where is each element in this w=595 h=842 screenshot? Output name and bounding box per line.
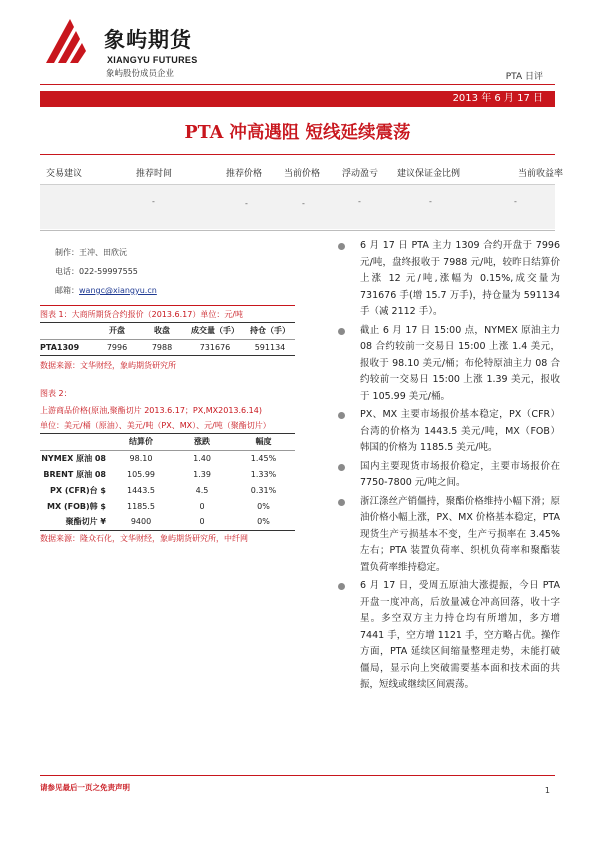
table1-header-blank [40, 323, 95, 339]
table-row [40, 498, 295, 514]
table1-header-oi: 持仓（手） [250, 326, 290, 336]
report-type: PTA 日评 [505, 72, 543, 82]
upstream-price-table [40, 434, 295, 531]
logo-mark-icon [40, 15, 92, 67]
table2-settle: 1443.5 [127, 485, 155, 495]
table2-caption-label: 图表 2： [40, 389, 72, 398]
email-link[interactable]: wangc@xiangyu.cn [79, 286, 157, 295]
rec-value-time: - [152, 197, 155, 206]
rec-value-current: - [302, 199, 305, 208]
table-row [40, 450, 295, 466]
rec-header-time: 推荐时间 [136, 169, 173, 179]
table1-oi: 591134 [254, 342, 286, 352]
brand-name-en: XIANGYU FUTURES [107, 55, 198, 65]
table2-header-row [40, 434, 295, 450]
table2-settle: 98.10 [129, 453, 153, 463]
table1-close: 7988 [151, 342, 173, 352]
brand-subtitle: 象屿股份成员企业 [106, 69, 175, 79]
email-label: 邮箱： [55, 286, 79, 295]
rec-header-price: 推荐价格 [226, 169, 263, 179]
rec-value-margin: - [429, 197, 432, 206]
table2-change: 4.5 [195, 485, 209, 495]
rec-table-header [40, 166, 564, 180]
email-line [55, 281, 275, 300]
table1-header-close: 收盘 [154, 326, 170, 336]
header-rule [40, 84, 555, 85]
table2-caption-line2: 单位：美元/桶（原油）、美元/吨（PX、MX）、元/吨（聚酯切片） [40, 421, 271, 430]
page-number: 1 [544, 786, 550, 795]
table2-change: 0 [199, 501, 205, 511]
rec-header-pnl: 浮动盈亏 [342, 169, 379, 179]
rec-header-yield: 当前收益率 [518, 169, 564, 179]
list-item: 浙江涤丝产销僵持，聚酯价格维持小幅下滑；原油价格小幅上涨，PX、MX 价格基本稳定，PTA 现货生产亏损基本不变，生产亏损率在 3.45%左右；PTA 装置负荷率、织机负荷率和聚酯装置负荷率维持稳定。 [360, 494, 560, 577]
date-bar: 2013 年 6 月 17 日 [40, 91, 555, 107]
report-title: PTA 冲高遇阻 短线延续震荡 [184, 123, 411, 143]
table1-source: 数据来源：文华财经，象屿期货研究所 [40, 361, 176, 370]
table-row [40, 482, 295, 498]
table2-header-settle: 结算价 [129, 437, 153, 447]
table2-pct: 0% [257, 517, 270, 527]
table2-header-blank [40, 434, 110, 450]
table2-caption-line1: 上游商品价格(原油,聚酯切片 2013.6.17；PX,MX2013.6.14) [40, 406, 262, 415]
rec-header-margin: 建议保证金比例 [397, 169, 461, 179]
list-item: 国内主要现货市场报价稳定，主要市场报价在 7750-7800 元/吨之间。 [360, 459, 560, 492]
rec-table-top-rule [40, 154, 555, 155]
rec-value-yield: - [514, 197, 517, 206]
table1-caption: 图表 1：大商所期货合约报价（2013.6.17）单位：元/吨 [40, 310, 244, 319]
rec-table-body [40, 184, 555, 229]
table1-volume: 731676 [199, 342, 231, 352]
table2-name: BRENT 原油 08 [43, 469, 106, 479]
commentary-list [360, 238, 560, 696]
recommendation-table [40, 154, 564, 231]
table2-pct: 0.31% [250, 485, 277, 495]
rec-value-pnl: - [358, 197, 361, 206]
table2-pct: 1.33% [250, 469, 277, 479]
table1-contract: PTA1309 [40, 342, 80, 352]
table2-change: 1.40 [193, 453, 211, 463]
table2-settle: 105.99 [127, 469, 155, 479]
table2-pct: 1.45% [250, 453, 277, 463]
table2-header-change: 涨跌 [194, 437, 210, 447]
disclaimer-note[interactable]: 请参见最后一页之免责声明 [40, 783, 130, 792]
list-item: 6 月 17 日，受周五原油大涨提振，今日 PTA 开盘一度冲高，后放量减仓冲高回落，收十字星。多空双方主力持仓均有所增加，多方增 7441 手，空方增 1121 手，空方略占优。操作方面，PTA 延续区间缩量整理走势，未能打破僵局，显示向上突破需要基本面和技术面的共振，短线或继续区间震荡。 [360, 578, 560, 694]
contact-info [55, 243, 275, 300]
list-item: 截止 6 月 17 日 15:00 点，NYMEX 原油主力 08 合约较前一交易日 15:00 上涨 1.4 美元，报收于 98.10 美元/桶；布伦特原油主力 08 合约较前一交易日 15:00 上涨 1.39 美元，报收于 105.99 美元/桶。 [360, 323, 560, 406]
left-column-divider [40, 305, 295, 306]
table-row [40, 466, 295, 482]
table2-settle: 1185.5 [127, 501, 155, 511]
table2-name: MX (FOB)韩 $ [47, 501, 106, 511]
rec-table-bottom-rule [40, 230, 555, 231]
table2-pct: 0% [257, 501, 270, 511]
rec-value-price: - [245, 199, 248, 208]
list-item: PX、MX 主要市场报价基本稳定，PX（CFR）台湾的价格为 1443.5 美元/吨，MX（FOB）韩国的价格为 1185.5 美元/吨。 [360, 407, 560, 457]
table1-header-row [40, 323, 295, 339]
rec-header-current: 当前价格 [284, 169, 321, 179]
phone-line: 电话：022-59997555 [55, 267, 138, 276]
table-row [40, 514, 295, 530]
table2-source: 数据来源：隆众石化，文华财经，象屿期货研究所，中纤网 [40, 534, 248, 543]
list-item: 6 月 17 日 PTA 主力 1309 合约开盘于 7996 元/吨，盘终报收于 7988 元/吨，较昨日结算价上涨 12 元/吨,涨幅为 0.15%,成交量为 731676 手(增 15.7 万手)，持仓量为 591134 手（减 2112 手）。 [360, 238, 560, 321]
table-row [40, 339, 295, 355]
rec-header-advice: 交易建议 [46, 169, 83, 179]
table2-name: 聚酯切片 ¥ [65, 517, 106, 527]
table2-settle: 9400 [130, 517, 152, 527]
author-line: 制作：王冲、田欣沅 [55, 248, 127, 257]
table2-name: NYMEX 原油 08 [41, 453, 106, 463]
table1-open: 7996 [106, 342, 128, 352]
table2-change: 1.39 [193, 469, 211, 479]
company-logo [40, 15, 92, 67]
table2-change: 0 [199, 517, 205, 527]
futures-quote-table [40, 323, 295, 356]
table1-header-open: 开盘 [109, 326, 125, 336]
footer-rule [40, 775, 555, 776]
table2-header-pct: 幅度 [255, 437, 272, 447]
table2-name: PX (CFR)台 $ [50, 485, 106, 495]
table1-header-volume: 成交量（手） [191, 326, 239, 336]
brand-name-cn: 象屿期货 [104, 27, 192, 52]
